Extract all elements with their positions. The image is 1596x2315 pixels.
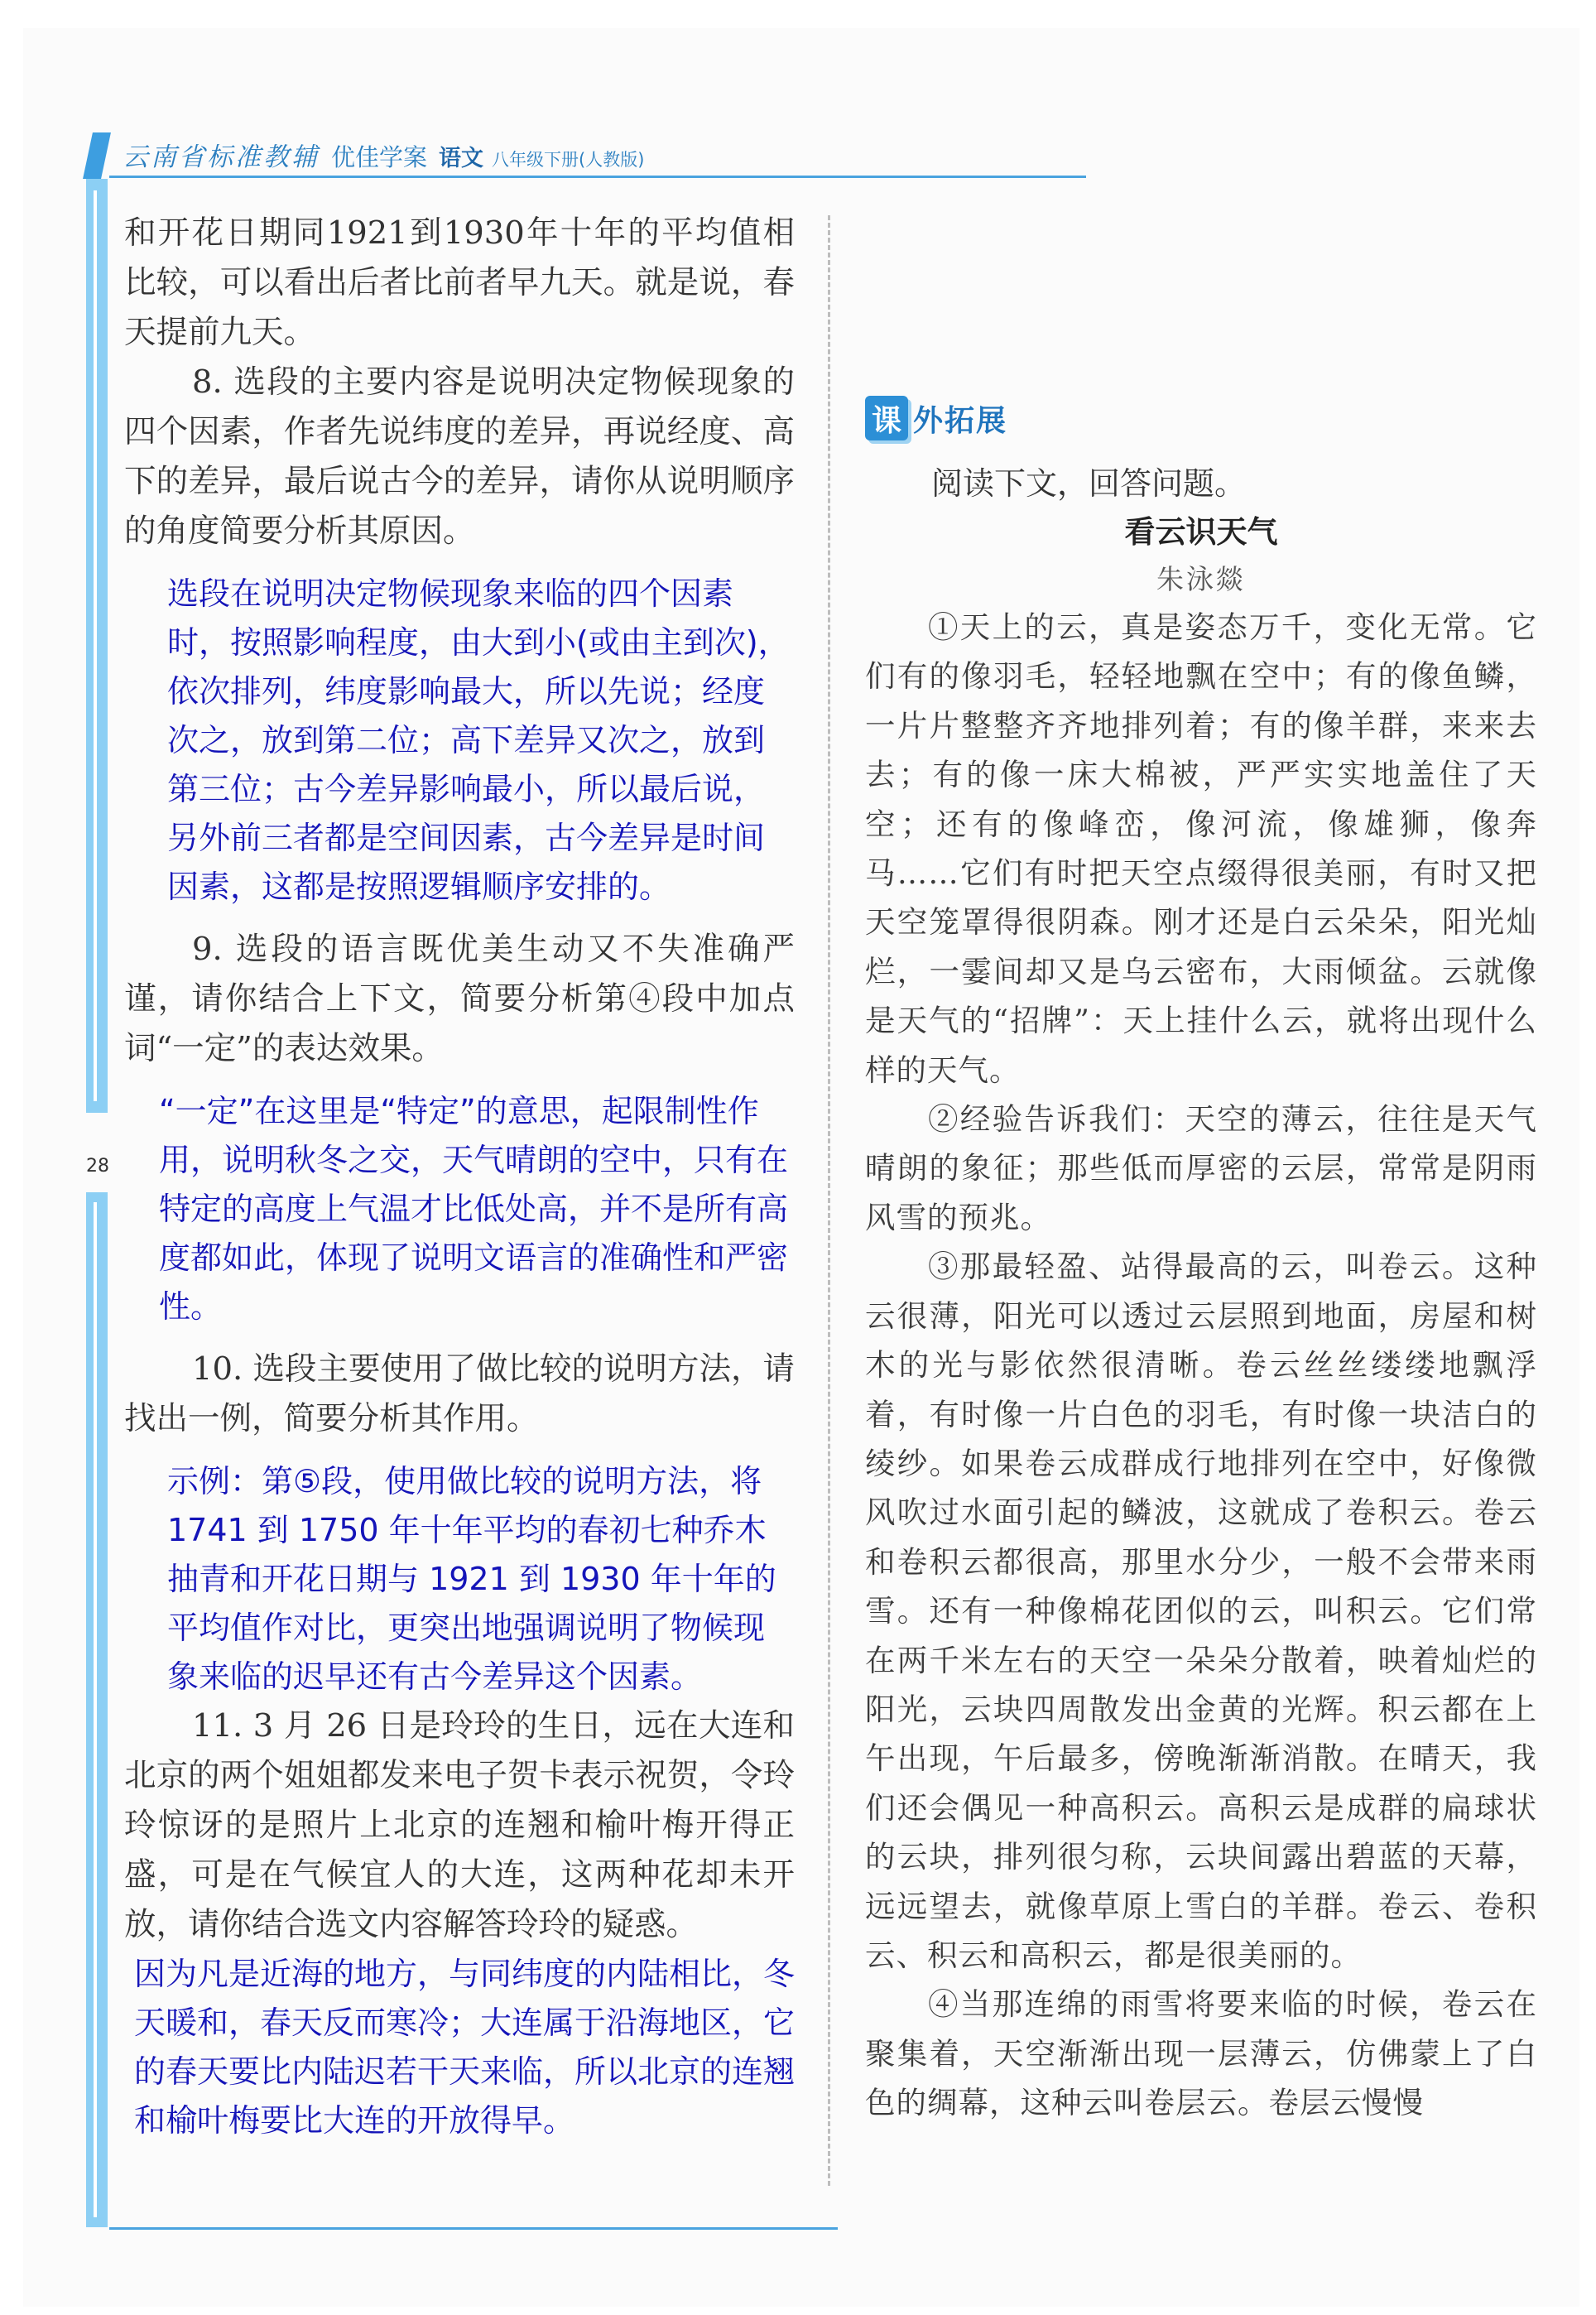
section-title: 外拓展 xyxy=(913,403,1008,438)
footer-rule xyxy=(109,2227,838,2230)
answer-10: 示例：第⑤段，使用做比较的说明方法，将 1741 到 1750 年十年平均的春初七种乔木抽青和开花日期与 1921 到 1930 年十年的平均值作对比，更突出地强调说明了物候现象来临的迟早还有古今差异这个因素。 xyxy=(167,1463,776,1695)
header-brand: 云南省标准教辅 xyxy=(123,142,320,172)
page-header xyxy=(123,136,644,173)
answer-9: “一定”在这里是“特定”的意思，起限制性作用，说明秋冬之交，天气晴朗的空中，只有在特定的高度上气温才比低处高，并不是所有高度都如此，体现了说明文语言的准确性和严密性。 xyxy=(159,1093,789,1325)
left-margin-bar-top xyxy=(86,179,108,1113)
left-margin-bar-top-inner xyxy=(94,190,97,1101)
question-11: 11. 3 月 26 日是玲玲的生日，远在大连和北京的两个姐姐都发来电子贺卡表示祝贺，令玲玲惊讶的是照片上北京的连翘和榆叶梅开得正盛，可是在气候宜人的大连，这两种花却未开放，请你结合选文内容解答玲玲的疑惑。 xyxy=(124,1707,795,1943)
page-number: 28 xyxy=(86,1156,109,1177)
article-paragraph-2: ②经验告诉我们：天空的薄云，往往是天气晴朗的象征；那些低而厚密的云层，常常是阴雨风雪的预兆。 xyxy=(865,1101,1537,1235)
header-rule xyxy=(109,176,1086,178)
header-series: 优佳学案 xyxy=(331,143,428,171)
article-paragraph-4: ④当那连绵的雨雪将要来临的时候，卷云在聚集着，天空渐渐出现一层薄云，仿佛蒙上了白色的绸幕，这种云叫卷层云。卷层云慢慢 xyxy=(865,1986,1537,2121)
answer-8: 选段在说明决定物候现象来临的四个因素时，按照影响程度，由大到小(或由主到次)，依次排列，纬度影响最大，所以先说；经度次之，放到第二位；高下差异又次之，放到第三位；古今差异影响最小，所以最后说，另外前三者都是空间因素，古今差异是时间因素，这都是按照逻辑顺序安排的。 xyxy=(167,575,790,905)
article-paragraph-1: ①天上的云，真是姿态万千，变化无常。它们有的像羽毛，轻轻地飘在空中；有的像鱼鳞，一片片整整齐齐地排列着；有的像羊群，来来去去；有的像一床大棉被，严严实实地盖住了天空；还有的像峰峦，像河流，像雄狮，像奔马……它们有时把天空点缀得很美丽，有时又把天空笼罩得很阴森。刚才还是白云朵朵，阳光灿烂，一霎间却又是乌云密布，大雨倾盆。云就像是天气的“招牌”：天上挂什么云，就将出现什么样的天气。 xyxy=(865,609,1537,1088)
answer-11: 因为凡是近海的地方，与同纬度的内陆相比，冬天暖和，春天反而寒冷；大连属于沿海地区，它的春天要比内陆迟若干天来临，所以北京的连翘和榆叶梅要比大连的开放得早。 xyxy=(134,1956,796,2139)
article-author: 朱泳燚 xyxy=(1156,563,1246,595)
continued-paragraph: 和开花日期同1921到1930年十年的平均值相比较，可以看出后者比前者早九天。就是说，春天提前九天。 xyxy=(124,214,795,351)
reading-instruction: 阅读下文，回答问题。 xyxy=(931,465,1247,502)
question-8: 8. 选段的主要内容是说明决定物候现象的四个因素，作者先说纬度的差异，再说经度、高下的差异，最后说古今的差异，请你从说明顺序的角度简要分析其原因。 xyxy=(124,363,795,550)
section-heading xyxy=(865,391,1537,445)
question-9: 9. 选段的语言既优美生动又不失准确严谨，请你结合上下文，简要分析第④段中加点词“一定”的表达效果。 xyxy=(124,931,795,1067)
article-paragraph-3: ③那最轻盈、站得最高的云，叫卷云。这种云很薄，阳光可以透过云层照到地面，房屋和树木的光与影依然很清晰。卷云丝丝缕缕地飘浮着，有时像一片白色的羽毛，有时像一块洁白的绫纱。如果卷云成群成行地排列在空中，好像微风吹过水面引起的鳞波，这就成了卷积云。卷云和卷积云都很高，那里水分少，一般不会带来雨雪。还有一种像棉花团似的云，叫积云。它们常在两千米左右的天空一朵朵分散着，映着灿烂的阳光，云块四周散发出金黄的光辉。积云都在上午出现，午后最多，傍晚渐渐消散。在晴天，我们还会偶见一种高积云。高积云是成群的扁球状的云块，排列很匀称，云块间露出碧蓝的天幕，远远望去，就像草原上雪白的羊群。卷云、卷积云、积云和高积云，都是很美丽的。 xyxy=(865,1249,1537,1973)
question-10: 10. 选段主要使用了做比较的说明方法，请找出一例，简要分析其作用。 xyxy=(124,1350,795,1437)
left-margin-bar-bottom-inner xyxy=(94,1202,97,2217)
column-divider xyxy=(828,215,830,2186)
right-column xyxy=(865,391,1537,2128)
left-margin-bar-bottom xyxy=(86,1192,108,2227)
section-badge: 课 xyxy=(865,396,908,440)
header-subject: 语文 xyxy=(439,146,484,171)
left-column xyxy=(124,209,795,2145)
article-title: 看云识天气 xyxy=(1124,514,1278,550)
header-grade: 八年级下册(人教版) xyxy=(492,150,645,170)
